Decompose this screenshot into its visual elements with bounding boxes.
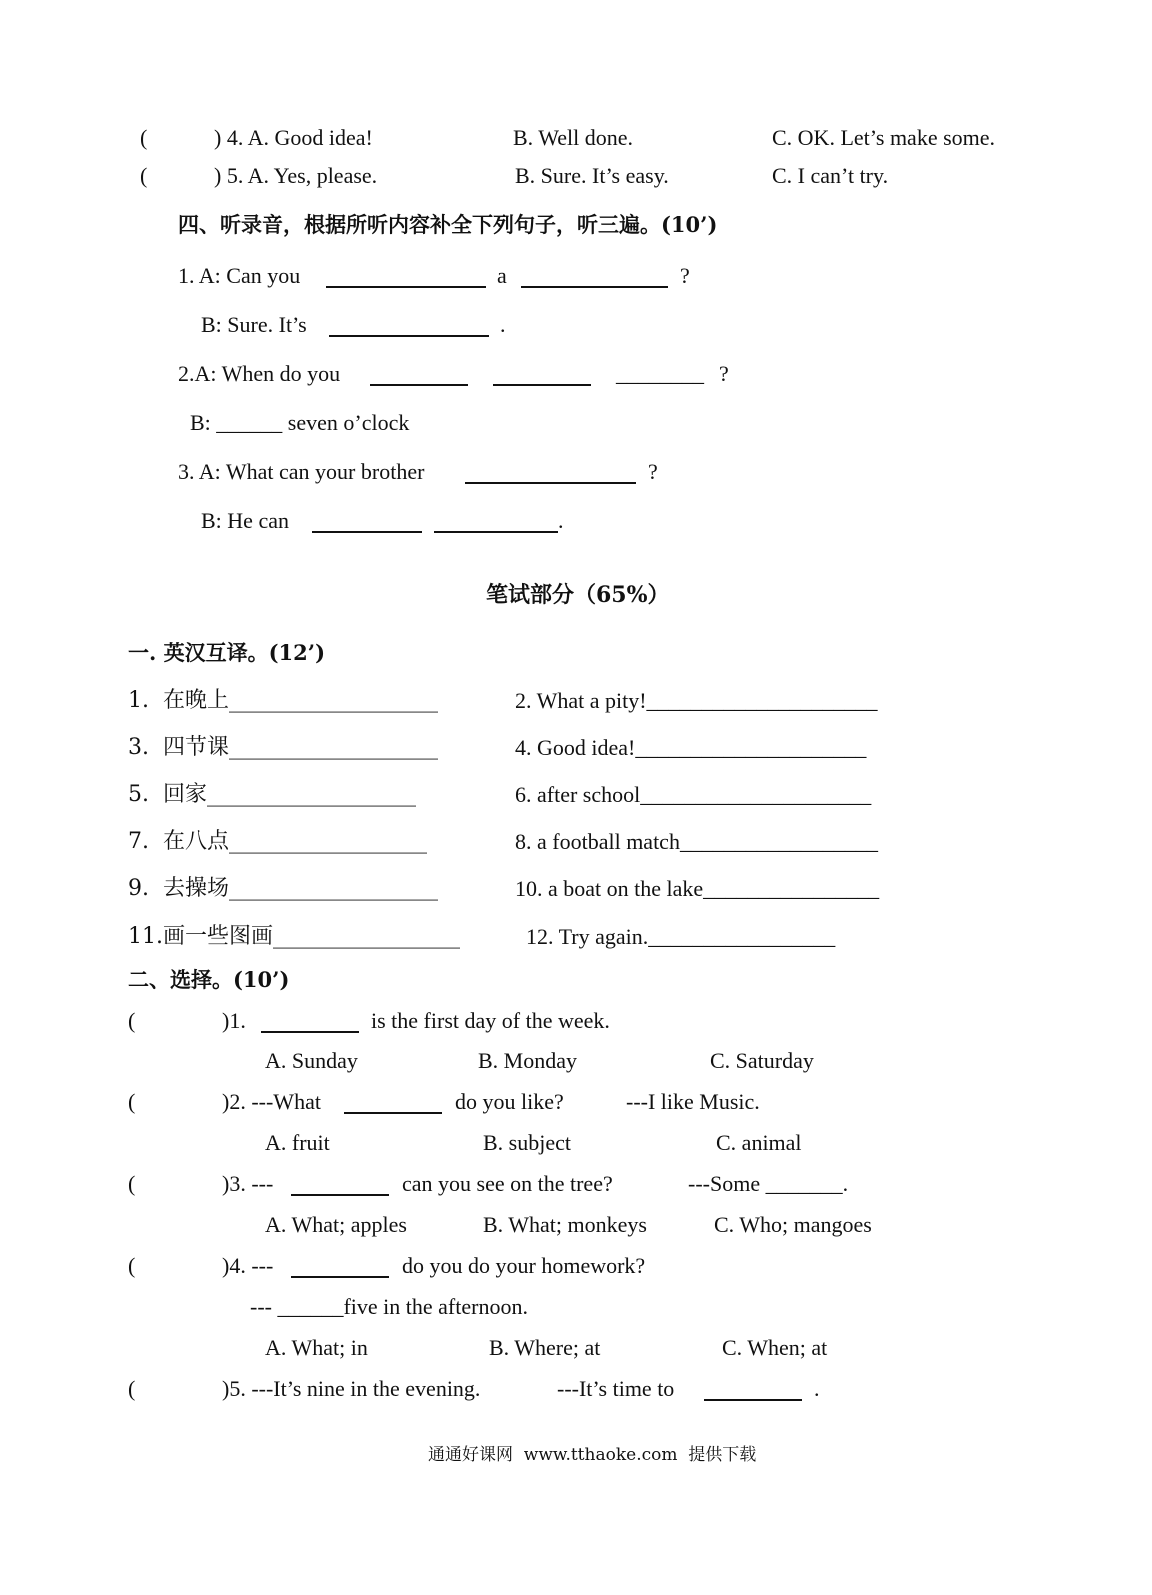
translate-item-3[interactable]: 3. 四节课___________________ [128,735,438,760]
translate-item-1[interactable]: 1. 在晚上___________________ [128,688,438,713]
s4-q2a-blank-3[interactable]: ________ [616,361,704,386]
s4-q3b-blank-2[interactable] [434,513,558,533]
mc-q5-number: )5. ---It’s nine in the evening. [222,1376,481,1401]
translate-item-2[interactable]: 2. What a pity!_____________________ [515,688,878,713]
mc-q1-blank [261,1013,359,1033]
listening-q5-option-a: ) 5. A. Yes, please. [214,163,378,188]
s4-q3a-end: ? [648,459,658,484]
mc-q3-blank [291,1176,389,1196]
s4-q3a-text: 3. A: What can your brother [178,459,425,484]
translate-item-5[interactable]: 5. 回家___________________ [128,782,416,807]
s4-q2a-text: 2.A: When do you [178,361,341,386]
s4-q2a-blank-1[interactable] [370,366,468,386]
mc-q2-paren[interactable]: ( [128,1089,136,1114]
translate-item-12[interactable]: 12. Try again._________________ [526,924,836,949]
translate-item-4[interactable]: 4. Good idea!_____________________ [515,735,867,760]
translate-item-10[interactable]: 10. a boat on the lake________________ [515,876,880,901]
s4-q2a-end: ? [719,361,729,386]
mc-q5-paren[interactable]: ( [128,1376,136,1401]
mc-q1-option-b: B. Monday [478,1048,577,1073]
mc-q2-response: ---I like Music. [626,1089,760,1114]
listening-q5-option-b: B. Sure. It’s easy. [515,163,669,188]
mc-q2-text: do you like? [455,1089,564,1114]
mc-q2-option-c: C. animal [716,1130,802,1155]
mc-q2-number: )2. ---What [222,1089,321,1114]
mc-q3-text: can you see on the tree? [402,1171,613,1196]
mc-q4-paren[interactable]: ( [128,1253,136,1278]
translate-item-9[interactable]: 9. 去操场___________________ [128,876,438,901]
mc-q3-option-b: B. What; monkeys [483,1212,647,1237]
translate-item-6[interactable]: 6. after school_____________________ [515,782,872,807]
mc-q1-text: is the first day of the week. [371,1008,610,1033]
mc-q2-option-a: A. fruit [265,1130,330,1155]
mc-q2-option-b: B. subject [483,1130,571,1155]
s4-q1a-end: ? [680,263,690,288]
mc-q3-number: )3. --- [222,1171,274,1196]
mc-q1-option-c: C. Saturday [710,1048,814,1073]
translate-item-8[interactable]: 8. a football match__________________ [515,829,878,854]
listening-q4-option-c: C. OK. Let’s make some. [772,125,996,150]
s4-q1a-blank-2[interactable] [521,268,668,288]
mc-q3-paren[interactable]: ( [128,1171,136,1196]
s4-q2a-blank-2[interactable] [493,366,591,386]
mc-q1-paren[interactable]: ( [128,1008,136,1033]
s4-q1b-text: B: Sure. It’s [201,312,307,337]
mc-q1-number: )1. [222,1008,246,1033]
written-part-title: 笔试部分（65%） [486,582,670,608]
listening-q5-option-c: C. I can’t try. [772,163,889,188]
s4-q2b-text: B: ______ seven o’clock [190,410,410,435]
mc-q4-text: do you do your homework? [402,1253,646,1278]
mc-q5-response: ---It’s time to [557,1376,675,1401]
translate-item-7[interactable]: 7. 在八点__________________ [128,829,427,854]
mc-q4-blank [291,1258,389,1278]
s4-q3b-end: . [558,508,564,533]
s4-q1a-mid: a [497,263,507,288]
mc-q4-number: )4. --- [222,1253,274,1278]
s4-q3b-text: B: He can [201,508,289,533]
mc-q5-blank [704,1381,802,1401]
translate-item-11[interactable]: 11.画一些图画_________________ [128,924,460,949]
listening-q4-option-b: B. Well done. [513,125,634,150]
section4-heading: 四、听录音，根据所听内容补全下列句子，听三遍。(10’) [178,212,718,237]
page-footer: 通通好课网 www.tthaoke.com 提供下载 [428,1445,757,1465]
s4-q1a-blank-1[interactable] [326,268,486,288]
mc-q4-option-c: C. When; at [722,1335,828,1360]
mc-q4-option-a: A. What; in [265,1335,368,1360]
s4-q1b-blank[interactable] [329,317,489,337]
s4-q3b-blank-1[interactable] [312,513,422,533]
mc-q3-option-c: C. Who; mangoes [714,1212,872,1237]
mc-q5-end: . [814,1376,820,1401]
s4-q3a-blank[interactable] [465,464,636,484]
mc-q4-option-b: B. Where; at [489,1335,601,1360]
paren-open-5: ( [140,163,148,188]
paren-open-4: ( [140,125,148,150]
mc-q4-response: --- ______five in the afternoon. [250,1294,528,1319]
mc-q1-option-a: A. Sunday [265,1048,358,1073]
mc-q3-option-a: A. What; apples [265,1212,407,1237]
written-sec1-heading: 一. 英汉互译。(12’) [128,640,326,665]
mc-q3-response: ---Some _______. [688,1171,849,1196]
listening-q4-option-a: ) 4. A. Good idea! [214,125,373,150]
s4-q1a-text: 1. A: Can you [178,263,301,288]
mc-q2-blank [344,1094,442,1114]
written-sec2-heading: 二、选择。(10’) [128,967,290,992]
s4-q1b-end: . [500,312,506,337]
